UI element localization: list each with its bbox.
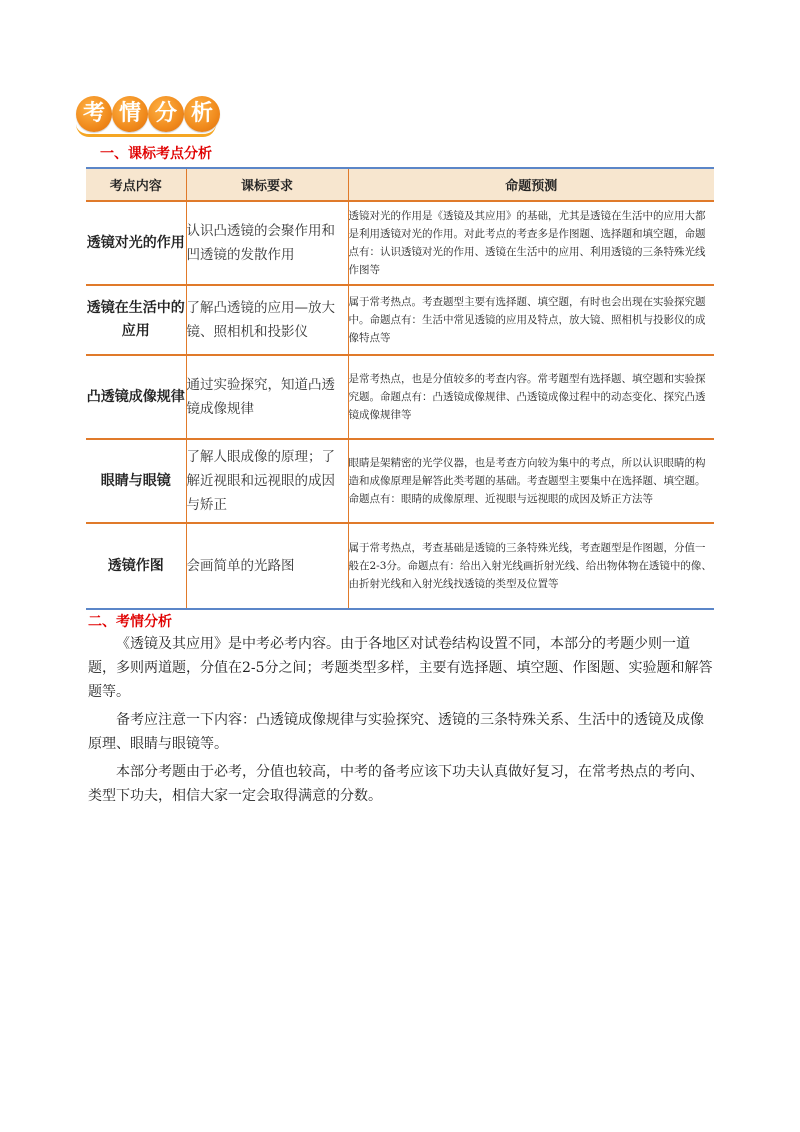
table-header-row <box>86 168 714 201</box>
section1-title: 一、课标考点分析 <box>100 146 212 162</box>
badge-char: 析 <box>184 96 220 132</box>
paragraph: 本部分考题由于必考，分值也较高，中考的备考应该下功夫认真做好复习，在常考热点的考向、类型下功夫，相信大家一定会取得满意的分数。 <box>88 764 704 804</box>
header-point: 考点内容 <box>86 168 186 201</box>
cell-point: 透镜在生活中的应用 <box>86 285 186 355</box>
cell-prediction: 眼睛是架精密的光学仪器，也是考查方向较为集中的考点，所以认识眼睛的构造和成像原理是解答此类考题的基础。考查题型主要集中在选择题、填空题。命题点有：眼睛的成像原理、近视眼与远视眼的成因及矫正方法等 <box>348 439 714 523</box>
table-row <box>86 201 714 285</box>
cell-requirement: 了解人眼成像的原理；了解近视眼和远视眼的成因与矫正 <box>186 439 348 523</box>
badge-char: 情 <box>112 96 148 132</box>
cell-point: 凸透镜成像规律 <box>86 355 186 439</box>
cell-point: 眼睛与眼镜 <box>86 439 186 523</box>
cell-prediction: 透镜对光的作用是《透镜及其应用》的基础，尤其是透镜在生活中的应用大都是利用透镜对光的作用。对此考点的考查多是作图题、选择题和填空题，命题点有：认识透镜对光的作用、透镜在生活中的应用、利用透镜的三条特殊光线作图等 <box>348 201 714 285</box>
badge-char: 分 <box>148 96 184 132</box>
header-prediction: 命题预测 <box>348 168 714 201</box>
table-row <box>86 355 714 439</box>
table-row <box>86 439 714 523</box>
section-badge <box>76 96 226 136</box>
badge-char: 考 <box>76 96 112 132</box>
cell-requirement: 会画简单的光路图 <box>186 523 348 609</box>
cell-prediction: 是常考热点，也是分值较多的考查内容。常考题型有选择题、填空题和实验探究题。命题点有：凸透镜成像规律、凸透镜成像过程中的动态变化、探究凸透镜成像规律等 <box>348 355 714 439</box>
analysis-text <box>88 632 716 812</box>
header-requirement: 课标要求 <box>186 168 348 201</box>
table-row <box>86 285 714 355</box>
cell-requirement: 了解凸透镜的应用—放大镜、照相机和投影仪 <box>186 285 348 355</box>
cell-prediction: 属于常考热点，考查基础是透镜的三条特殊光线，考查题型是作图题，分值一般在2-3分。命题点有：给出入射光线画折射光线、给出物体物在透镜中的像、由折射光线和入射光线找透镜的类型及位置等 <box>348 523 714 609</box>
exam-points-table <box>86 167 714 610</box>
paragraph: 备考应注意一下内容：凸透镜成像规律与实验探究、透镜的三条特殊关系、生活中的透镜及成像原理、眼睛与眼镜等。 <box>88 712 704 752</box>
cell-requirement: 通过实验探究，知道凸透镜成像规律 <box>186 355 348 439</box>
table-row <box>86 523 714 609</box>
section2-title: 二、考情分析 <box>88 614 172 630</box>
cell-point: 透镜作图 <box>86 523 186 609</box>
cell-point: 透镜对光的作用 <box>86 201 186 285</box>
cell-prediction: 属于常考热点。考查题型主要有选择题、填空题，有时也会出现在实验探究题中。命题点有：生活中常见透镜的应用及特点，放大镜、照相机与投影仪的成像特点等 <box>348 285 714 355</box>
paragraph: 《透镜及其应用》是中考必考内容。由于各地区对试卷结构设置不同，本部分的考题少则一道题，多则两道题，分值在2-5分之间；考题类型多样，主要有选择题、填空题、作图题、实验题和解答题等。 <box>88 636 713 700</box>
cell-requirement: 认识凸透镜的会聚作用和凹透镜的发散作用 <box>186 201 348 285</box>
